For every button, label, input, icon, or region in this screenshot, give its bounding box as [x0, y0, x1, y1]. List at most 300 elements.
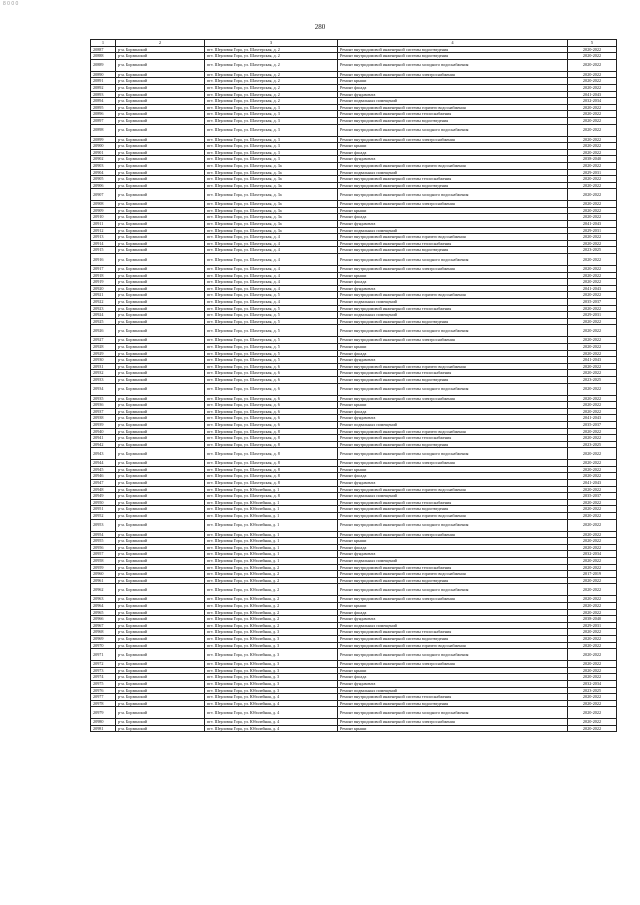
address-cell: пгт. Шерловая Гора, ул. Шахтерская, д. 4 [205, 254, 338, 266]
work-type-cell: Ремонт крыши [338, 78, 568, 85]
district-cell: р-н. Борзинский [116, 91, 205, 98]
table-row [91, 279, 617, 286]
address-cell: пгт. Шерловая Гора, ул. Шахтерская, д. 3а [205, 182, 338, 189]
work-type-cell: Ремонт внутридомовой инженерной системы теплоснабжения [338, 240, 568, 247]
table-row [91, 513, 617, 520]
work-type-cell: Ремонт внутридомовой инженерной системы горячего водоснабжения [338, 486, 568, 493]
address-cell: пгт. Шерловая Гора, ул. Шахтерская, д. 6 [205, 376, 338, 383]
address-cell: пгт. Шерловая Гора, ул. Юбилейная, д. 1 [205, 486, 338, 493]
district-cell: р-н. Борзинский [116, 350, 205, 357]
work-type-cell: Ремонт внутридомовой инженерной системы горячего водоснабжения [338, 162, 568, 169]
district-cell: р-н. Борзинский [116, 46, 205, 53]
address-cell: пгт. Шерловая Гора, ул. Юбилейная, д. 3 [205, 687, 338, 694]
period-cell: 2032-2034 [568, 98, 617, 105]
period-cell: 2020-2022 [568, 408, 617, 415]
row-number: 20977 [91, 694, 116, 701]
work-type-cell: Ремонт внутридомовой инженерной системы электроснабжения [338, 337, 568, 344]
address-cell: пгт. Шерловая Гора, ул. Юбилейная, д. 1 [205, 513, 338, 520]
table-row [91, 162, 617, 169]
work-type-cell: Ремонт фасада [338, 544, 568, 551]
address-cell: пгт. Шерловая Гора, ул. Шахтерская, д. 5 [205, 350, 338, 357]
table-row [91, 156, 617, 163]
district-cell: р-н. Борзинский [116, 486, 205, 493]
address-cell: пгт. Шерловая Гора, ул. Шахтерская, д. 4 [205, 234, 338, 241]
work-type-cell: Ремонт внутридомовой инженерной системы горячего водоснабжения [338, 234, 568, 241]
work-type-cell: Ремонт подвальных помещений [338, 98, 568, 105]
table-row [91, 357, 617, 364]
row-number: 20974 [91, 674, 116, 681]
period-cell: 2035-2037 [568, 299, 617, 306]
row-number: 20946 [91, 473, 116, 480]
table-row [91, 234, 617, 241]
work-type-cell: Ремонт фасада [338, 350, 568, 357]
district-cell: р-н. Борзинский [116, 596, 205, 603]
work-type-cell: Ремонт фасада [338, 674, 568, 681]
period-cell: 2023-2025 [568, 376, 617, 383]
work-type-cell: Ремонт внутридомовой инженерной системы горячего водоснабжения [338, 642, 568, 649]
work-type-cell: Ремонт крыши [338, 725, 568, 732]
district-cell: р-н. Борзинский [116, 519, 205, 531]
row-number: 20913 [91, 234, 116, 241]
row-number: 20966 [91, 616, 116, 623]
row-number: 20954 [91, 531, 116, 538]
district-cell: р-н. Борзинский [116, 649, 205, 661]
table-row [91, 661, 617, 668]
address-cell: пгт. Шерловая Гора, ул. Шахтерская, д. 8 [205, 480, 338, 487]
address-cell: пгт. Шерловая Гора, ул. Шахтерская, д. 2 [205, 98, 338, 105]
address-cell: пгт. Шерловая Гора, ул. Юбилейная, д. 1 [205, 551, 338, 558]
district-cell: р-н. Борзинский [116, 227, 205, 234]
period-cell: 2020-2022 [568, 305, 617, 312]
address-cell: пгт. Шерловая Гора, ул. Шахтерская, д. 2 [205, 46, 338, 53]
work-type-cell: Ремонт внутридомовой инженерной системы теплоснабжения [338, 370, 568, 377]
period-cell: 2020-2022 [568, 584, 617, 596]
district-cell: р-н. Борзинский [116, 629, 205, 636]
work-type-cell: Ремонт фундамента [338, 551, 568, 558]
district-cell: р-н. Борзинский [116, 98, 205, 105]
row-number: 20965 [91, 609, 116, 616]
period-cell: 2020-2022 [568, 602, 617, 609]
row-number: 20903 [91, 162, 116, 169]
row-number: 20939 [91, 421, 116, 428]
work-type-cell: Ремонт внутридомовой инженерной системы теплоснабжения [338, 694, 568, 701]
district-cell: р-н. Борзинский [116, 531, 205, 538]
district-cell: р-н. Борзинский [116, 680, 205, 687]
address-cell: пгт. Шерловая Гора, ул. Юбилейная, д. 3 [205, 642, 338, 649]
district-cell: р-н. Борзинский [116, 558, 205, 565]
table-row [91, 214, 617, 221]
district-cell: р-н. Борзинский [116, 53, 205, 60]
period-cell: 2029-2031 [568, 227, 617, 234]
work-type-cell: Ремонт внутридомовой инженерной системы горячего водоснабжения [338, 363, 568, 370]
period-cell: 2020-2022 [568, 649, 617, 661]
table-row [91, 415, 617, 422]
period-cell: 2020-2022 [568, 629, 617, 636]
table-row [91, 707, 617, 719]
row-number: 20916 [91, 254, 116, 266]
table-row [91, 201, 617, 208]
table-row [91, 687, 617, 694]
work-type-cell: Ремонт внутридомовой инженерной системы холодного водоснабжения [338, 59, 568, 71]
work-type-cell: Ремонт внутридомовой инженерной системы холодного водоснабжения [338, 124, 568, 136]
period-cell: 2020-2022 [568, 46, 617, 53]
district-cell: р-н. Борзинский [116, 506, 205, 513]
table-row [91, 408, 617, 415]
row-number: 20972 [91, 661, 116, 668]
period-cell: 2020-2022 [568, 531, 617, 538]
address-cell: пгт. Шерловая Гора, ул. Юбилейная, д. 1 [205, 499, 338, 506]
period-cell: 2041-2043 [568, 480, 617, 487]
address-cell: пгт. Шерловая Гора, ул. Юбилейная, д. 2 [205, 609, 338, 616]
address-cell: пгт. Шерловая Гора, ул. Шахтерская, д. 3а [205, 221, 338, 228]
row-number: 20919 [91, 279, 116, 286]
period-cell: 2020-2022 [568, 149, 617, 156]
work-type-cell: Ремонт внутридомовой инженерной системы водоотведения [338, 318, 568, 325]
address-cell: пгт. Шерловая Гора, ул. Шахтерская, д. 6 [205, 383, 338, 395]
district-cell: р-н. Борзинский [116, 337, 205, 344]
period-cell: 2020-2022 [568, 292, 617, 299]
table-row [91, 84, 617, 91]
address-cell: пгт. Шерловая Гора, ул. Юбилейная, д. 2 [205, 622, 338, 629]
district-cell: р-н. Борзинский [116, 162, 205, 169]
work-type-cell: Ремонт внутридомовой инженерной системы холодного водоснабжения [338, 649, 568, 661]
scan-corner-mark: 8 0 0 0 [3, 1, 19, 7]
district-cell: р-н. Борзинский [116, 466, 205, 473]
district-cell: р-н. Борзинский [116, 571, 205, 578]
period-cell: 2020-2022 [568, 207, 617, 214]
period-cell: 2020-2022 [568, 635, 617, 642]
period-cell: 2020-2022 [568, 124, 617, 136]
district-cell: р-н. Борзинский [116, 609, 205, 616]
work-type-cell: Ремонт внутридомовой инженерной системы холодного водоснабжения [338, 383, 568, 395]
period-cell: 2020-2022 [568, 234, 617, 241]
table-row [91, 285, 617, 292]
district-cell: р-н. Борзинский [116, 551, 205, 558]
work-type-cell: Ремонт фасада [338, 473, 568, 480]
table-row [91, 564, 617, 571]
work-type-cell: Ремонт крыши [338, 272, 568, 279]
column-number: 4 [338, 40, 568, 47]
address-cell: пгт. Шерловая Гора, ул. Юбилейная, д. 3 [205, 667, 338, 674]
table-row [91, 363, 617, 370]
district-cell: р-н. Борзинский [116, 441, 205, 448]
address-cell: пгт. Шерловая Гора, ул. Шахтерская, д. 4 [205, 285, 338, 292]
table-row [91, 506, 617, 513]
district-cell: р-н. Борзинский [116, 564, 205, 571]
address-cell: пгт. Шерловая Гора, ул. Юбилейная, д. 1 [205, 506, 338, 513]
row-number: 20964 [91, 602, 116, 609]
work-type-cell: Ремонт фасада [338, 609, 568, 616]
address-cell: пгт. Шерловая Гора, ул. Шахтерская, д. 6 [205, 395, 338, 402]
district-cell: р-н. Борзинский [116, 136, 205, 143]
work-type-cell: Ремонт внутридомовой инженерной системы горячего водоснабжения [338, 104, 568, 111]
district-cell: р-н. Борзинский [116, 435, 205, 442]
work-type-cell: Ремонт фундамента [338, 357, 568, 364]
address-cell: пгт. Шерловая Гора, ул. Шахтерская, д. 5 [205, 292, 338, 299]
table-row [91, 584, 617, 596]
column-number-row [91, 40, 617, 47]
work-type-cell: Ремонт фундамента [338, 221, 568, 228]
period-cell: 2041-2043 [568, 285, 617, 292]
period-cell: 2020-2022 [568, 383, 617, 395]
work-type-cell: Ремонт внутридомовой инженерной системы водоотведения [338, 46, 568, 53]
row-number: 20915 [91, 247, 116, 254]
work-type-cell: Ремонт фасада [338, 279, 568, 286]
period-cell: 2020-2022 [568, 266, 617, 273]
address-cell: пгт. Шерловая Гора, ул. Шахтерская, д. 8 [205, 466, 338, 473]
district-cell: р-н. Борзинский [116, 143, 205, 150]
period-cell: 2020-2022 [568, 707, 617, 719]
table-row [91, 370, 617, 377]
row-number: 20943 [91, 448, 116, 460]
period-cell: 2020-2022 [568, 201, 617, 208]
district-cell: р-н. Борзинский [116, 176, 205, 183]
table-row [91, 616, 617, 623]
work-type-cell: Ремонт внутридомовой инженерной системы холодного водоснабжения [338, 707, 568, 719]
period-cell: 2041-2043 [568, 221, 617, 228]
district-cell: р-н. Борзинский [116, 513, 205, 520]
district-cell: р-н. Борзинский [116, 538, 205, 545]
work-type-cell: Ремонт подвальных помещений [338, 558, 568, 565]
work-type-cell: Ремонт внутридомовой инженерной системы холодного водоснабжения [338, 189, 568, 201]
column-number: 5 [568, 40, 617, 47]
row-number: 20936 [91, 402, 116, 409]
row-number: 20923 [91, 305, 116, 312]
column-number: 1 [91, 40, 116, 47]
row-number: 20957 [91, 551, 116, 558]
address-cell: пгт. Шерловая Гора, ул. Шахтерская, д. 6 [205, 415, 338, 422]
table-row [91, 71, 617, 78]
address-cell: пгт. Шерловая Гора, ул. Шахтерская, д. 5 [205, 312, 338, 319]
period-cell: 2032-2034 [568, 551, 617, 558]
work-type-cell: Ремонт внутридомовой инженерной системы электроснабжения [338, 596, 568, 603]
address-cell: пгт. Шерловая Гора, ул. Юбилейная, д. 2 [205, 584, 338, 596]
period-cell: 2020-2022 [568, 642, 617, 649]
work-type-cell: Ремонт внутридомовой инженерной системы теплоснабжения [338, 305, 568, 312]
table-row [91, 254, 617, 266]
work-type-cell: Ремонт внутридомовой инженерной системы электроснабжения [338, 395, 568, 402]
work-type-cell: Ремонт внутридомовой инженерной системы теплоснабжения [338, 111, 568, 118]
period-cell: 2020-2022 [568, 473, 617, 480]
work-type-cell: Ремонт крыши [338, 143, 568, 150]
work-type-cell: Ремонт фундамента [338, 616, 568, 623]
work-type-cell: Ремонт внутридомовой инженерной системы водоотведения [338, 441, 568, 448]
address-cell: пгт. Шерловая Гора, ул. Шахтерская, д. 8 [205, 460, 338, 467]
address-cell: пгт. Шерловая Гора, ул. Шахтерская, д. 8 [205, 448, 338, 460]
row-number: 20963 [91, 596, 116, 603]
address-cell: пгт. Шерловая Гора, ул. Шахтерская, д. 3 [205, 124, 338, 136]
work-type-cell: Ремонт фундамента [338, 285, 568, 292]
address-cell: пгт. Шерловая Гора, ул. Шахтерская, д. 3а [205, 214, 338, 221]
row-number: 20892 [91, 84, 116, 91]
address-cell: пгт. Шерловая Гора, ул. Шахтерская, д. 8 [205, 473, 338, 480]
period-cell: 2020-2022 [568, 279, 617, 286]
work-type-cell: Ремонт фундамента [338, 91, 568, 98]
row-number: 20899 [91, 136, 116, 143]
district-cell: р-н. Борзинский [116, 480, 205, 487]
row-number: 20924 [91, 312, 116, 319]
period-cell: 2032-2034 [568, 680, 617, 687]
district-cell: р-н. Борзинский [116, 402, 205, 409]
district-cell: р-н. Борзинский [116, 719, 205, 726]
district-cell: р-н. Борзинский [116, 370, 205, 377]
table-row [91, 719, 617, 726]
row-number: 20953 [91, 519, 116, 531]
table-row [91, 53, 617, 60]
table-row [91, 558, 617, 565]
district-cell: р-н. Борзинский [116, 240, 205, 247]
row-number: 20931 [91, 363, 116, 370]
address-cell: пгт. Шерловая Гора, ул. Шахтерская, д. 4 [205, 299, 338, 306]
address-cell: пгт. Шерловая Гора, ул. Шахтерская, д. 3 [205, 111, 338, 118]
work-type-cell: Ремонт внутридомовой инженерной системы теплоснабжения [338, 435, 568, 442]
table-row [91, 642, 617, 649]
address-cell: пгт. Шерловая Гора, ул. Юбилейная, д. 3 [205, 661, 338, 668]
address-cell: пгт. Шерловая Гора, ул. Шахтерская, д. 2 [205, 53, 338, 60]
table-row [91, 98, 617, 105]
district-cell: р-н. Борзинский [116, 428, 205, 435]
address-cell: пгт. Шерловая Гора, ул. Шахтерская, д. 6 [205, 421, 338, 428]
period-cell: 2020-2022 [568, 513, 617, 520]
address-cell: пгт. Шерловая Гора, ул. Юбилейная, д. 1 [205, 519, 338, 531]
row-number: 20934 [91, 383, 116, 395]
period-cell: 2020-2022 [568, 558, 617, 565]
period-cell: 2023-2025 [568, 441, 617, 448]
period-cell: 2020-2022 [568, 104, 617, 111]
address-cell: пгт. Шерловая Гора, ул. Шахтерская, д. 5 [205, 343, 338, 350]
address-cell: пгт. Шерловая Гора, ул. Шахтерская, д. 4 [205, 247, 338, 254]
district-cell: р-н. Борзинский [116, 363, 205, 370]
address-cell: пгт. Шерловая Гора, ул. Шахтерская, д. 3 [205, 117, 338, 124]
column-number: 2 [116, 40, 205, 47]
row-number: 20952 [91, 513, 116, 520]
table-row [91, 649, 617, 661]
district-cell: р-н. Борзинский [116, 707, 205, 719]
row-number: 20907 [91, 189, 116, 201]
district-cell: р-н. Борзинский [116, 221, 205, 228]
work-type-cell: Ремонт внутридомовой инженерной системы водоотведения [338, 247, 568, 254]
period-cell: 2029-2031 [568, 622, 617, 629]
work-type-cell: Ремонт фундамента [338, 415, 568, 422]
row-number: 20979 [91, 707, 116, 719]
district-cell: р-н. Борзинский [116, 312, 205, 319]
work-type-cell: Ремонт крыши [338, 667, 568, 674]
row-number: 20894 [91, 98, 116, 105]
period-cell: 2020-2022 [568, 538, 617, 545]
work-type-cell: Ремонт фасада [338, 408, 568, 415]
address-cell: пгт. Шерловая Гора, ул. Шахтерская, д. 3а [205, 169, 338, 176]
address-cell: пгт. Шерловая Гора, ул. Юбилейная, д. 4 [205, 700, 338, 707]
address-cell: пгт. Шерловая Гора, ул. Юбилейная, д. 1 [205, 558, 338, 565]
district-cell: р-н. Борзинский [116, 201, 205, 208]
period-cell: 2020-2022 [568, 460, 617, 467]
address-cell: пгт. Шерловая Гора, ул. Шахтерская, д. 5 [205, 305, 338, 312]
period-cell: 2020-2022 [568, 318, 617, 325]
work-type-cell: Ремонт фасада [338, 149, 568, 156]
period-cell: 2029-2031 [568, 312, 617, 319]
row-number: 20940 [91, 428, 116, 435]
work-type-cell: Ремонт фасада [338, 84, 568, 91]
district-cell: р-н. Борзинский [116, 421, 205, 428]
district-cell: р-н. Борзинский [116, 602, 205, 609]
table-row [91, 272, 617, 279]
address-cell: пгт. Шерловая Гора, ул. Юбилейная, д. 3 [205, 629, 338, 636]
table-row [91, 117, 617, 124]
table-row [91, 441, 617, 448]
period-cell: 2020-2022 [568, 596, 617, 603]
district-cell: р-н. Борзинский [116, 700, 205, 707]
address-cell: пгт. Шерловая Гора, ул. Шахтерская, д. 3 [205, 104, 338, 111]
district-cell: р-н. Борзинский [116, 59, 205, 71]
district-cell: р-н. Борзинский [116, 395, 205, 402]
period-cell: 2020-2022 [568, 59, 617, 71]
district-cell: р-н. Борзинский [116, 674, 205, 681]
work-type-cell: Ремонт внутридомовой инженерной системы теплоснабжения [338, 176, 568, 183]
period-cell: 2020-2022 [568, 402, 617, 409]
row-number: 20918 [91, 272, 116, 279]
table-row [91, 343, 617, 350]
table-row [91, 383, 617, 395]
work-type-cell: Ремонт подвальных помещений [338, 622, 568, 629]
table-row [91, 571, 617, 578]
district-cell: р-н. Борзинский [116, 292, 205, 299]
work-type-cell: Ремонт фундамента [338, 680, 568, 687]
table-row [91, 531, 617, 538]
row-number: 20959 [91, 564, 116, 571]
district-cell: р-н. Борзинский [116, 584, 205, 596]
address-cell: пгт. Шерловая Гора, ул. Шахтерская, д. 5 [205, 325, 338, 337]
district-cell: р-н. Борзинский [116, 694, 205, 701]
table-row [91, 111, 617, 118]
period-cell: 2020-2022 [568, 435, 617, 442]
work-type-cell: Ремонт подвальных помещений [338, 493, 568, 500]
work-type-cell: Ремонт крыши [338, 402, 568, 409]
period-cell: 2041-2043 [568, 415, 617, 422]
period-cell: 2020-2022 [568, 117, 617, 124]
address-cell: пгт. Шерловая Гора, ул. Шахтерская, д. 2 [205, 84, 338, 91]
period-cell: 2020-2022 [568, 719, 617, 726]
work-type-cell: Ремонт подвальных помещений [338, 227, 568, 234]
work-type-cell: Ремонт подвальных помещений [338, 421, 568, 428]
work-type-cell: Ремонт внутридомовой инженерной системы холодного водоснабжения [338, 325, 568, 337]
row-number: 20911 [91, 221, 116, 228]
table-row [91, 136, 617, 143]
work-type-cell: Ремонт внутридомовой инженерной системы электроснабжения [338, 531, 568, 538]
row-number: 20904 [91, 169, 116, 176]
row-number: 20901 [91, 149, 116, 156]
period-cell: 2017-2019 [568, 571, 617, 578]
work-type-cell: Ремонт внутридомовой инженерной системы горячего водоснабжения [338, 428, 568, 435]
district-cell: р-н. Борзинский [116, 124, 205, 136]
period-cell: 2020-2022 [568, 674, 617, 681]
district-cell: р-н. Борзинский [116, 111, 205, 118]
table-row [91, 629, 617, 636]
period-cell: 2020-2022 [568, 700, 617, 707]
work-type-cell: Ремонт внутридомовой инженерной системы электроснабжения [338, 460, 568, 467]
row-number: 20900 [91, 143, 116, 150]
row-number: 20922 [91, 299, 116, 306]
row-number: 20942 [91, 441, 116, 448]
table-row [91, 104, 617, 111]
address-cell: пгт. Шерловая Гора, ул. Шахтерская, д. 5 [205, 357, 338, 364]
work-type-cell: Ремонт крыши [338, 538, 568, 545]
row-number: 20980 [91, 719, 116, 726]
address-cell: пгт. Шерловая Гора, ул. Шахтерская, д. 3а [205, 176, 338, 183]
table-row [91, 499, 617, 506]
address-cell: пгт. Шерловая Гора, ул. Шахтерская, д. 6 [205, 402, 338, 409]
table-row [91, 124, 617, 136]
period-cell: 2020-2022 [568, 143, 617, 150]
